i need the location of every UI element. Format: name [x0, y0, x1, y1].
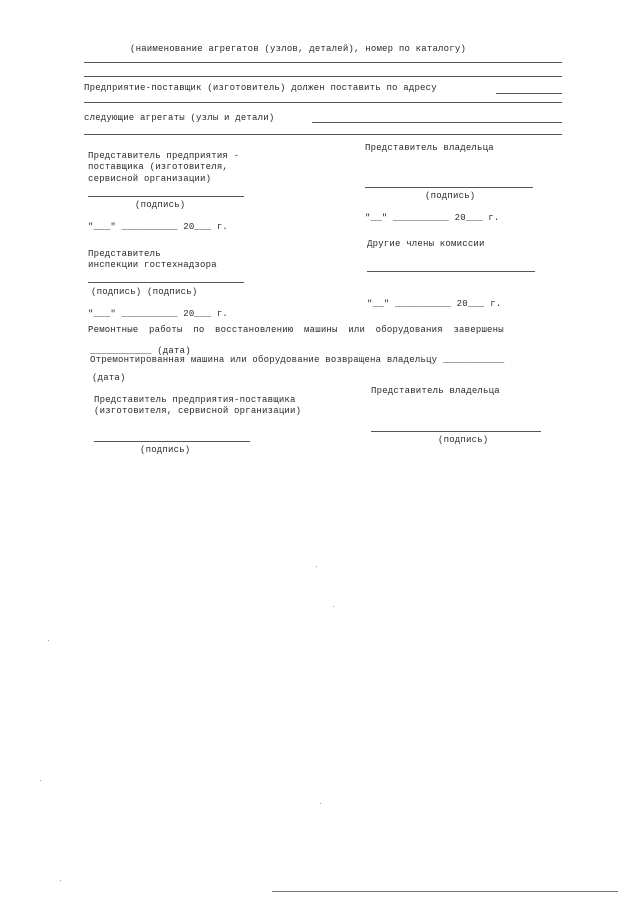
scan-speck: [48, 640, 49, 641]
inspection-rep-title-2: инспекции гостехнадзора: [88, 260, 217, 270]
supplier-line-text: Предприятие-поставщик (изготовитель) должен поставить по адресу: [84, 83, 437, 93]
date-field: "__" __________ 20___ г.: [365, 213, 500, 223]
supplier-rep-title-1: Представитель предприятия -: [88, 151, 240, 161]
date-field: "___" __________ 20___ г.: [88, 309, 229, 319]
signature-line: [94, 441, 250, 442]
signature-line: [371, 431, 541, 432]
other-members-title: Другие члены комиссии: [367, 239, 485, 249]
supplier-rep2-title-2: (изготовителя, сервисной организации): [94, 406, 302, 416]
scan-speck: [333, 606, 334, 607]
signature-line: [88, 196, 244, 197]
units-caption: (наименование агрегатов (узлов, деталей), номер по каталогу): [130, 44, 467, 54]
date-field: "__" __________ 20___ г.: [367, 299, 502, 309]
bottom-rule: [272, 891, 618, 892]
signature-caption: (подпись): [425, 191, 476, 201]
scan-speck: [60, 880, 61, 881]
repair-done-text: Ремонтные работы по восстановлению машины или оборудования завершены: [88, 325, 504, 335]
supplier-rep-title-3: сервисной организации): [88, 174, 212, 184]
blank-line: [84, 134, 562, 135]
supplier-rep-title-2: поставщика (изготовителя,: [88, 162, 229, 172]
scan-speck: [40, 780, 41, 781]
scan-speck: [316, 566, 317, 567]
units-line-text: следующие агрегаты (узлы и детали): [84, 113, 275, 123]
signature-line: [367, 271, 535, 272]
signature-line: [88, 282, 244, 283]
signature-line: [365, 187, 533, 188]
returned-date-caption: (дата): [92, 373, 126, 383]
date-field: "___" __________ 20___ г.: [88, 222, 229, 232]
scan-speck: [320, 803, 321, 804]
owner-rep2-title: Представитель владельца: [371, 386, 500, 396]
signature-caption: (подпись): [135, 200, 186, 210]
units-blank: [312, 122, 562, 123]
address-blank: [496, 93, 562, 94]
returned-text: Отремонтированная машина или оборудование возвращена владельцу ___________: [90, 355, 505, 365]
inspection-rep-title-1: Представитель: [88, 249, 161, 259]
owner-rep-title: Представитель владельца: [365, 143, 494, 153]
signature-caption: (подпись): [140, 445, 191, 455]
blank-line: [84, 76, 562, 77]
repair-date: ___________ (дата): [90, 346, 191, 356]
blank-line: [84, 102, 562, 103]
inspection-signatures: (подпись) (подпись): [91, 287, 198, 297]
signature-caption: (подпись): [438, 435, 489, 445]
supplier-rep2-title-1: Представитель предприятия-поставщика: [94, 395, 296, 405]
blank-line: [84, 62, 562, 63]
